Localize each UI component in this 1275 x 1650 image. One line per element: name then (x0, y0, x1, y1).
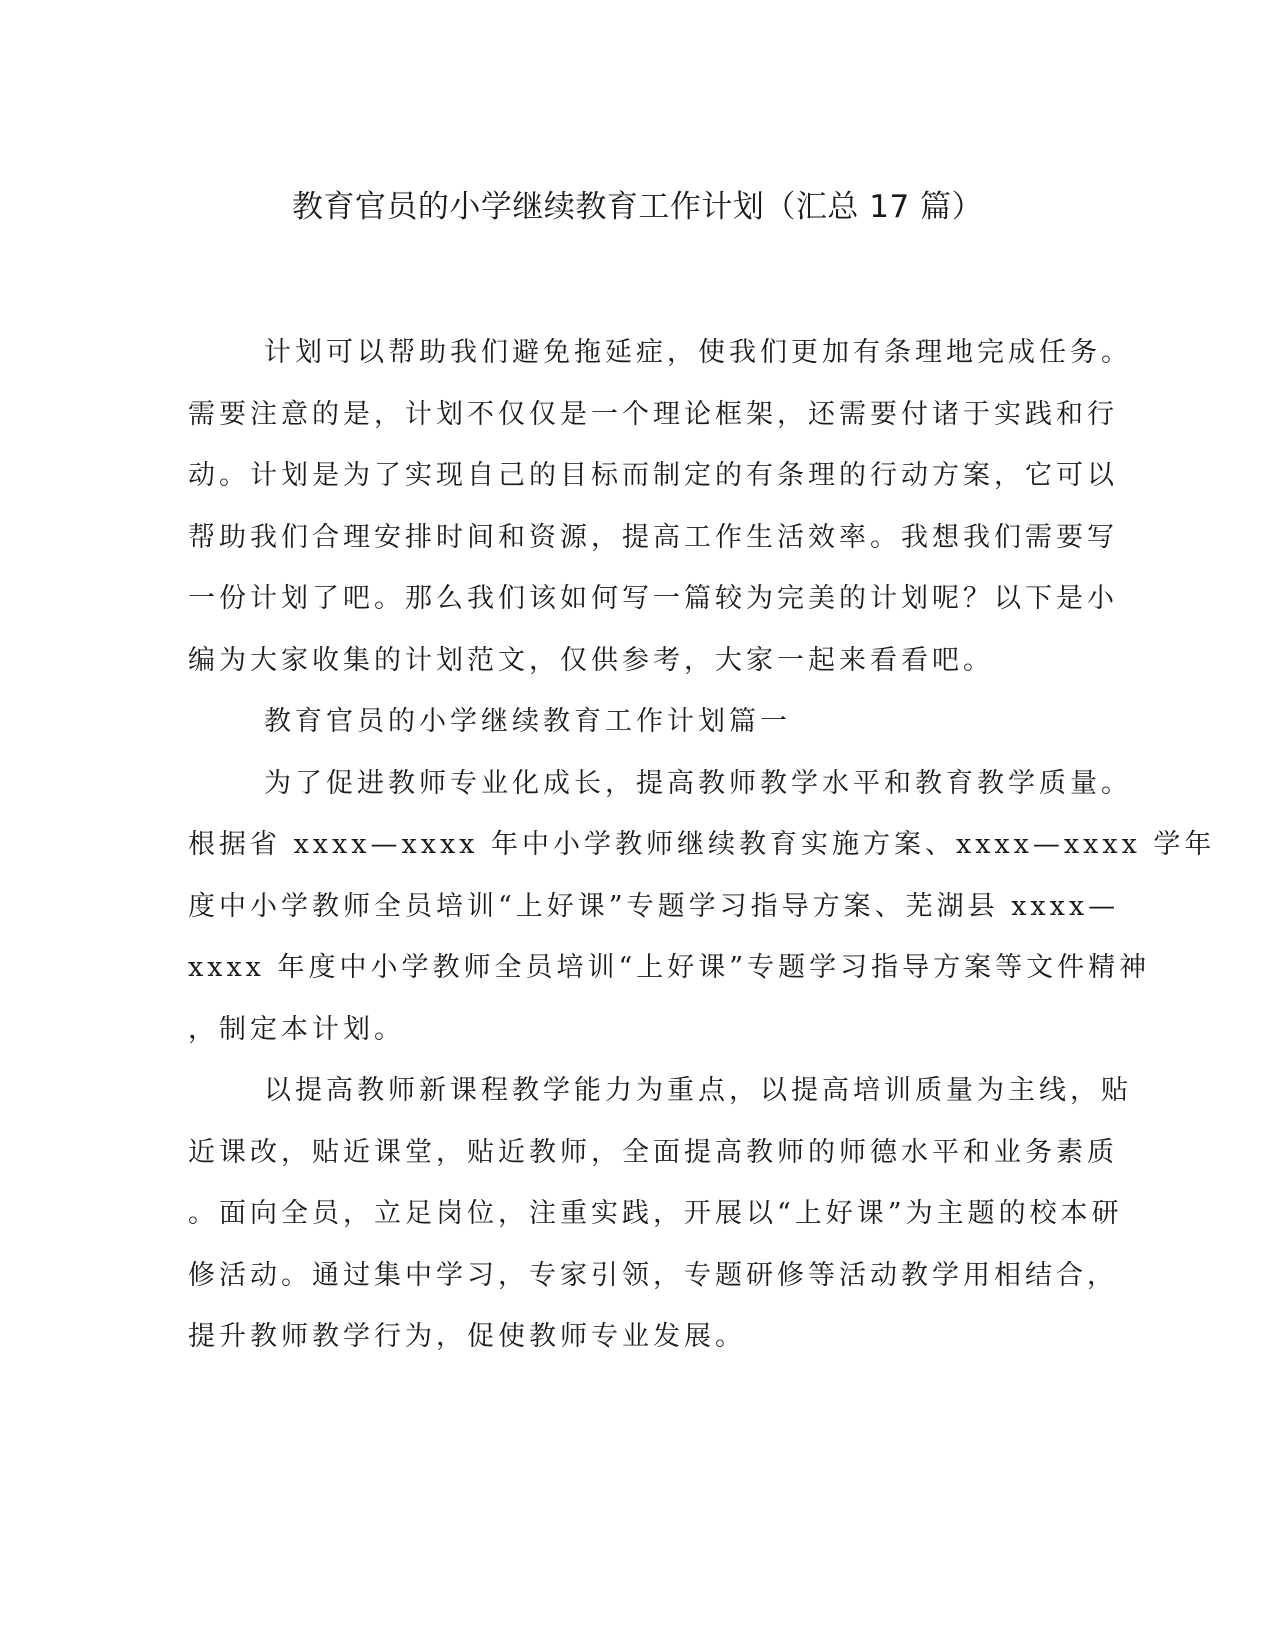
document-title: 教育官员的小学继续教育工作计划（汇总 17 篇） (291, 189, 984, 225)
text-line: 根据省 xxxx—xxxx 年中小学教师继续教育实施方案、xxxx—xxxx 学年 (188, 829, 1216, 860)
text-line: 近课改，贴近课堂，贴近教师，全面提高教师的师德水平和业务素质 (188, 1136, 1118, 1168)
document-body (188, 322, 1216, 1368)
text-line: 动。计划是为了实现自己的目标而制定的有条理的行动方案，它可以 (188, 460, 1118, 491)
text-line: 提升教师教学行为，促使教师专业发展。 (188, 1321, 746, 1352)
text-line: xxxx 年度中小学教师全员培训“上好课”专题学习指导方案等文件精神 (188, 952, 1151, 983)
text-line: 需要注意的是，计划不仅仅是一个理论框架，还需要付诸于实践和行 (188, 398, 1118, 430)
text-line: 以提高教师新课程教学能力为重点，以提高培训质量为主线，贴 (264, 1075, 1132, 1106)
text-line: 为了促进教师专业化成长，提高教师教学水平和教育教学质量。 (264, 767, 1132, 799)
text-line: 计划可以帮助我们避免拖延症，使我们更加有条理地完成任务。 (264, 337, 1132, 368)
text-line: 一份计划了吧。那么我们该如何写一篇较为完美的计划呢？以下是小 (188, 583, 1118, 614)
text-line: 帮助我们合理安排时间和资源，提高工作生活效率。我想我们需要写 (188, 521, 1118, 553)
text-line: 修活动。通过集中学习，专家引领，专题研修等活动教学用相结合， (188, 1259, 1118, 1291)
text-line: 度中小学教师全员培训“上好课”专题学习指导方案、芜湖县 xxxx— (188, 890, 1120, 922)
text-line: 编为大家收集的计划范文，仅供参考，大家一起来看看吧。 (188, 644, 994, 676)
text-line: 。面向全员，立足岗位，注重实践，开展以“上好课”为主题的校本研 (188, 1198, 1123, 1229)
section-heading: 教育官员的小学继续教育工作计划篇一 (264, 706, 791, 737)
text-line: ，制定本计划。 (188, 1013, 405, 1045)
